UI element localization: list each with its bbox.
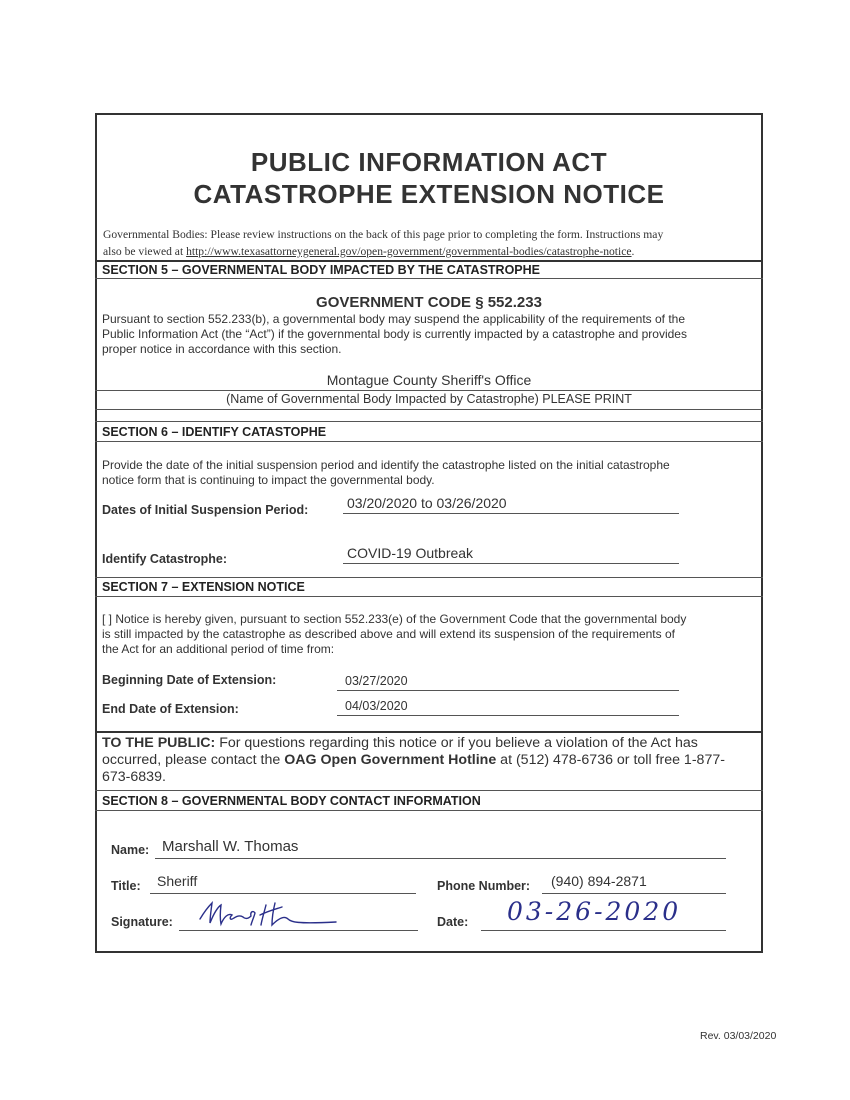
intro-line1: Governmental Bodies: Please review instructions on the back of this page prior to completing the form. Instructions may — [103, 228, 664, 241]
intro-suffix: . — [631, 245, 635, 258]
public-notice-lead: TO THE PUBLIC: — [102, 735, 216, 751]
beginning-date-value[interactable]: 03/27/2020 — [345, 674, 408, 688]
divider — [95, 278, 763, 279]
end-date-value[interactable]: 04/03/2020 — [345, 699, 408, 713]
public-notice-line3: 673-6839. — [102, 769, 166, 785]
field-underline — [150, 893, 416, 894]
section5-text-line2: Public Information Act (the “Act”) if the governmental body is currently impacted by a catastrophe and provides — [102, 327, 687, 341]
section6-text-line2: notice form that is continuing to impact the governmental body. — [102, 473, 435, 487]
field-underline — [337, 715, 679, 716]
phone-label: Phone Number: — [437, 879, 531, 893]
oag-hotline: OAG Open Government Hotline — [284, 752, 497, 768]
revision-date: Rev. 03/03/2020 — [700, 1030, 777, 1042]
governmental-body-name: Montague County Sheriff's Office — [326, 372, 532, 388]
intro-line2 — [103, 245, 758, 258]
public-notice-text2-suffix: at (512) 478-6736 or toll free 1-877- — [496, 752, 725, 768]
section6-heading: SECTION 6 – IDENTIFY CATASTOPHE — [102, 425, 327, 439]
intro-prefix: also be viewed at — [103, 245, 187, 258]
field-underline — [337, 690, 679, 691]
field-underline — [343, 563, 679, 564]
divider — [95, 441, 763, 442]
section6-text-line1: Provide the date of the initial suspension period and identify the catastrophe listed on the initial catastrophe — [102, 458, 670, 472]
field-underline — [542, 893, 726, 894]
section7-heading: SECTION 7 – EXTENSION NOTICE — [102, 580, 305, 594]
title-value[interactable]: Sheriff — [157, 873, 198, 889]
catastrophe-label: Identify Catastrophe: — [102, 552, 228, 566]
beginning-date-label: Beginning Date of Extension: — [102, 673, 277, 687]
section5-heading: SECTION 5 – GOVERNMENTAL BODY IMPACTED BY THE CATASTROPHE — [102, 263, 541, 277]
divider — [95, 390, 763, 391]
divider — [95, 596, 763, 597]
catastrophe-value[interactable]: COVID-19 Outbreak — [347, 545, 474, 561]
field-underline — [155, 858, 726, 859]
public-notice-text1: For questions regarding this notice or if you believe a violation of the Act has — [215, 735, 698, 751]
divider — [95, 731, 763, 733]
suspension-period-label: Dates of Initial Suspension Period: — [102, 503, 309, 517]
suspension-period-value[interactable]: 03/20/2020 to 03/26/2020 — [347, 495, 507, 511]
body-name-caption: (Name of Governmental Body Impacted by Catastrophe) PLEASE PRINT — [226, 392, 632, 406]
phone-value[interactable]: (940) 894-2871 — [551, 873, 647, 889]
section5-text-line1: Pursuant to section 552.233(b), a governmental body may suspend the applicability of the requirements of the — [102, 312, 686, 326]
name-value[interactable]: Marshall W. Thomas — [162, 838, 299, 855]
form-title-line2: CATASTROPHE EXTENSION NOTICE — [193, 179, 665, 209]
divider — [95, 577, 763, 578]
public-notice-line2 — [102, 752, 725, 769]
title-label: Title: — [111, 879, 141, 893]
signature-image[interactable] — [196, 897, 351, 933]
signature-label: Signature: — [111, 915, 173, 929]
field-underline — [343, 513, 679, 514]
public-notice-text2-prefix: occurred, please contact the — [102, 752, 285, 768]
government-code-heading: GOVERNMENT CODE § 552.233 — [316, 294, 542, 311]
section7-text-line1: [ ] Notice is hereby given, pursuant to section 552.233(e) of the Government Code that the governmental body — [102, 612, 687, 626]
section7-text-line2: is still impacted by the catastrophe as described above and will extend its suspension of the requirements of — [102, 627, 675, 641]
divider — [95, 790, 763, 791]
divider — [95, 421, 763, 422]
section7-text-line3: the Act for an additional period of time from: — [102, 642, 335, 656]
section5-text-line3: proper notice in accordance with this section. — [102, 342, 342, 356]
name-label: Name: — [111, 843, 150, 857]
date-label: Date: — [437, 915, 469, 929]
public-notice-line1 — [102, 735, 698, 752]
end-date-label: End Date of Extension: — [102, 702, 239, 716]
divider — [95, 260, 763, 262]
divider — [95, 409, 763, 410]
divider — [95, 810, 763, 811]
field-underline — [179, 930, 418, 931]
form-title-line1: PUBLIC INFORMATION ACT — [250, 147, 608, 177]
instructions-link[interactable]: http://www.texasattorneygeneral.gov/open-government/governmental-bodies/catastrophe-notice — [186, 245, 632, 258]
section8-heading: SECTION 8 – GOVERNMENTAL BODY CONTACT INFORMATION — [102, 794, 481, 808]
field-underline — [481, 930, 726, 931]
date-value[interactable]: 03-26-2020 — [507, 897, 682, 926]
